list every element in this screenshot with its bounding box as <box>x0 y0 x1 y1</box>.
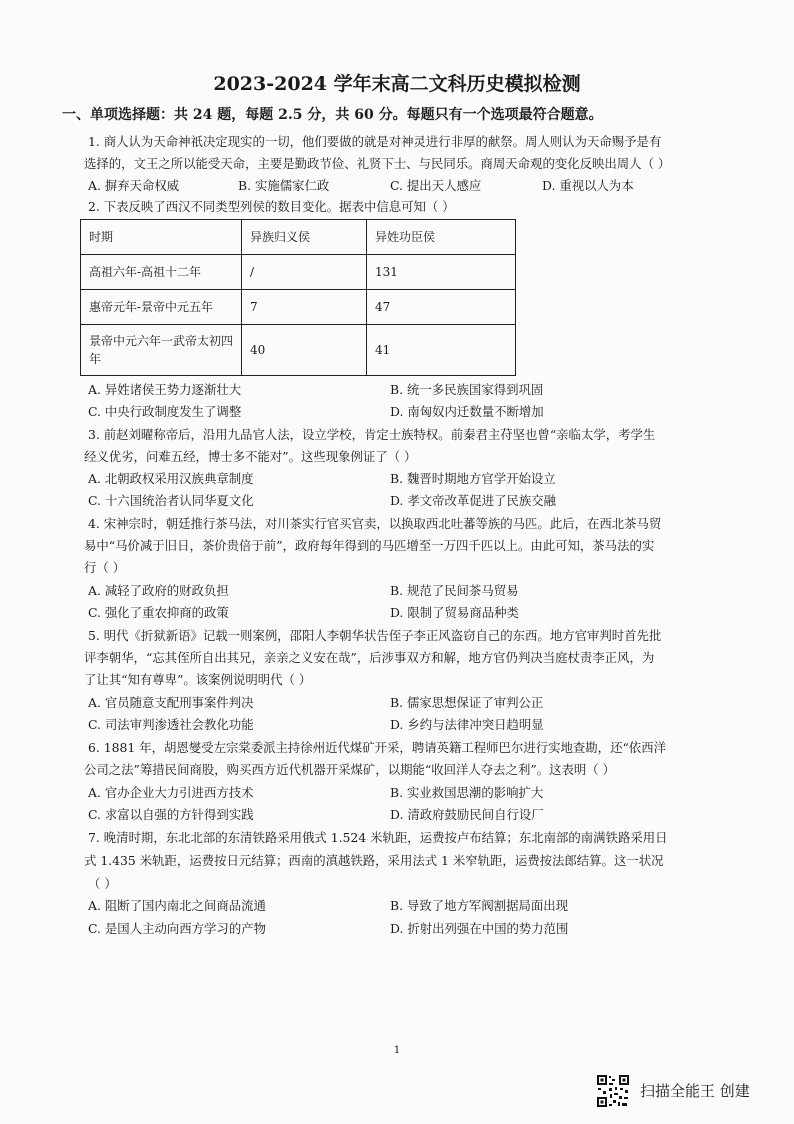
question-6-stem-line-1: 6. 1881 年，胡恩燮受左宗棠委派主持徐州近代煤矿开采，聘请英籍工程师巴尔进行实地查勘，还“依西洋 <box>88 740 666 755</box>
question-4-stem-line-2: 易中“马价减于旧日，茶价贵倍于前”，政府每年得到的马匹增至一万四千匹以上。由此可知，茶马法的实 <box>84 538 655 553</box>
question-5-option-c: C. 司法审判渗透社会教化功能 <box>88 717 254 732</box>
question-7-stem-line-1: 7. 晚清时期，东北北部的东清铁路采用俄式 1.524 米轨距，运费按卢布结算；东北南部的南满铁路采用日 <box>88 830 668 845</box>
table-row <box>81 290 516 325</box>
document-title: 2023-2024 学年末高二文科历史模拟检测 <box>213 73 581 95</box>
question-3-option-d: D. 孝文帝改革促进了民族交融 <box>390 493 557 508</box>
scanner-watermark: 扫描全能王 创建 <box>640 1082 750 1100</box>
question-6-stem-line-2: 公司之法”筹措民间商股，购买西方近代机器开采煤矿，以期能“收回洋人夺去之利”。这表明（ ） <box>84 762 615 777</box>
page-number: 1 <box>393 1045 401 1056</box>
table-header-cell: 时期 <box>81 220 242 255</box>
question-4-option-a: A. 减轻了政府的财政负担 <box>88 583 229 598</box>
table-header-cell: 异姓功臣侯 <box>367 220 516 255</box>
question-3-option-c: C. 十六国统治者认同华夏文化 <box>88 493 254 508</box>
question-3-option-a: A. 北朝政权采用汉族典章制度 <box>88 471 254 486</box>
question-5-stem-line-2: 评李朝华，“忘其侄所自出其兄，亲亲之义安在哉”，后涉事双方和解，地方官仍判决当庭杖责李正风，为 <box>84 650 655 665</box>
question-7-stem-line-3: （ ） <box>88 876 117 891</box>
question-1-stem-line-2: 选择的，文王之所以能受天命，主要是勤政节俭、礼贤下士、与民同乐。商周天命观的变化反映出周人（ ） <box>84 156 671 171</box>
question-5-option-a: A. 官员随意支配刑事案件判决 <box>88 695 254 710</box>
table-cell: 景帝中元六年一武帝太初四年 <box>81 325 242 376</box>
question-7-option-c: C. 是国人主动向西方学习的产物 <box>88 921 266 936</box>
question-7-stem-line-2: 式 1.435 米轨距，运费按日元结算；西南的滇越铁路，采用法式 1 米窄轨距，运费按法郎结算。这一状况 <box>84 853 664 868</box>
table-row <box>81 255 516 290</box>
section-heading: 一、单项选择题：共 24 题，每题 2.5 分，共 60 分。每题只有一个选项最符合题意。 <box>62 107 603 123</box>
question-1-option-c: C. 提出天人感应 <box>390 178 482 193</box>
table-cell: 7 <box>242 290 367 325</box>
question-3-stem-line-1: 3. 前赵刘曜称帝后，沿用九品官人法，设立学校，肯定士族特权。前秦君主苻坚也曾“亲临太学，考学生 <box>88 427 656 442</box>
table-cell: 惠帝元年-景帝中元五年 <box>81 290 242 325</box>
table-row <box>81 325 516 376</box>
question-7-option-b: B. 导致了地方军阀割据局面出现 <box>390 898 569 913</box>
table-cell: 41 <box>367 325 516 376</box>
question-5-stem-line-1: 5. 明代《折狱新语》记载一则案例，邵阳人李朝华状告侄子李正风盗窃自己的东西。地方官审判时首先批 <box>88 628 662 643</box>
question-1-option-b: B. 实施儒家仁政 <box>238 178 330 193</box>
table-header-row <box>81 220 516 255</box>
question-4-stem-line-3: 行（ ） <box>84 560 126 575</box>
table-cell: 131 <box>367 255 516 290</box>
question-6-option-b: B. 实业救国思潮的影响扩大 <box>390 785 544 800</box>
question-3-stem-line-2: 经义优劣，问难五经，博士多不能对”。这些现象例证了（ ） <box>84 449 417 464</box>
question-4-stem-line-1: 4. 宋神宗时，朝廷推行茶马法，对川茶实行官买官卖，以换取西北吐蕃等族的马匹。此后，在西北茶马贸 <box>88 516 662 531</box>
question-1-stem-line-1: 1. 商人认为天命神祇决定现实的一切，他们要做的就是对神灵进行非厚的献祭。周人则认为天命赐予是有 <box>88 134 662 149</box>
question-5-stem-line-3: 了让其“知有尊卑”。该案例说明明代（ ） <box>84 672 312 687</box>
question-4-option-d: D. 限制了贸易商品种类 <box>390 605 519 620</box>
question-6-option-c: C. 求富以自强的方针得到实践 <box>88 807 254 822</box>
question-5-option-b: B. 儒家思想保证了审判公正 <box>390 695 544 710</box>
question-2-stem: 2. 下表反映了西汉不同类型列侯的数目变化。据表中信息可知（ ） <box>88 199 455 214</box>
table-cell: 47 <box>367 290 516 325</box>
question-7-option-d: D. 折射出列强在中国的势力范围 <box>390 921 569 936</box>
question-2-table <box>80 219 516 376</box>
table-cell: 40 <box>242 325 367 376</box>
question-5-option-d: D. 乡约与法律冲突日趋明显 <box>390 717 544 732</box>
question-2-option-c: C. 中央行政制度发生了调整 <box>88 404 242 419</box>
question-3-option-b: B. 魏晋时期地方官学开始设立 <box>390 471 556 486</box>
question-2-option-b: B. 统一多民族国家得到巩固 <box>390 382 544 397</box>
table-cell: / <box>242 255 367 290</box>
question-6-option-d: D. 清政府鼓励民间自行设厂 <box>390 807 544 822</box>
question-2-option-a: A. 异姓诸侯王势力逐渐壮大 <box>88 382 242 397</box>
question-1-option-d: D. 重视以人为本 <box>542 178 634 193</box>
table-cell: 高祖六年-高祖十二年 <box>81 255 242 290</box>
question-4-option-c: C. 强化了重农抑商的政策 <box>88 605 229 620</box>
question-2-option-d: D. 南匈奴内迁数量不断增加 <box>390 404 544 419</box>
question-4-option-b: B. 规范了民间茶马贸易 <box>390 583 519 598</box>
table-header-cell: 异族归义侯 <box>242 220 367 255</box>
question-1-option-a: A. 摒弃天命权威 <box>88 178 180 193</box>
qr-code-icon <box>596 1074 630 1108</box>
question-7-option-a: A. 阻断了国内南北之间商品流通 <box>88 898 266 913</box>
question-6-option-a: A. 官办企业大力引进西方技术 <box>88 785 254 800</box>
